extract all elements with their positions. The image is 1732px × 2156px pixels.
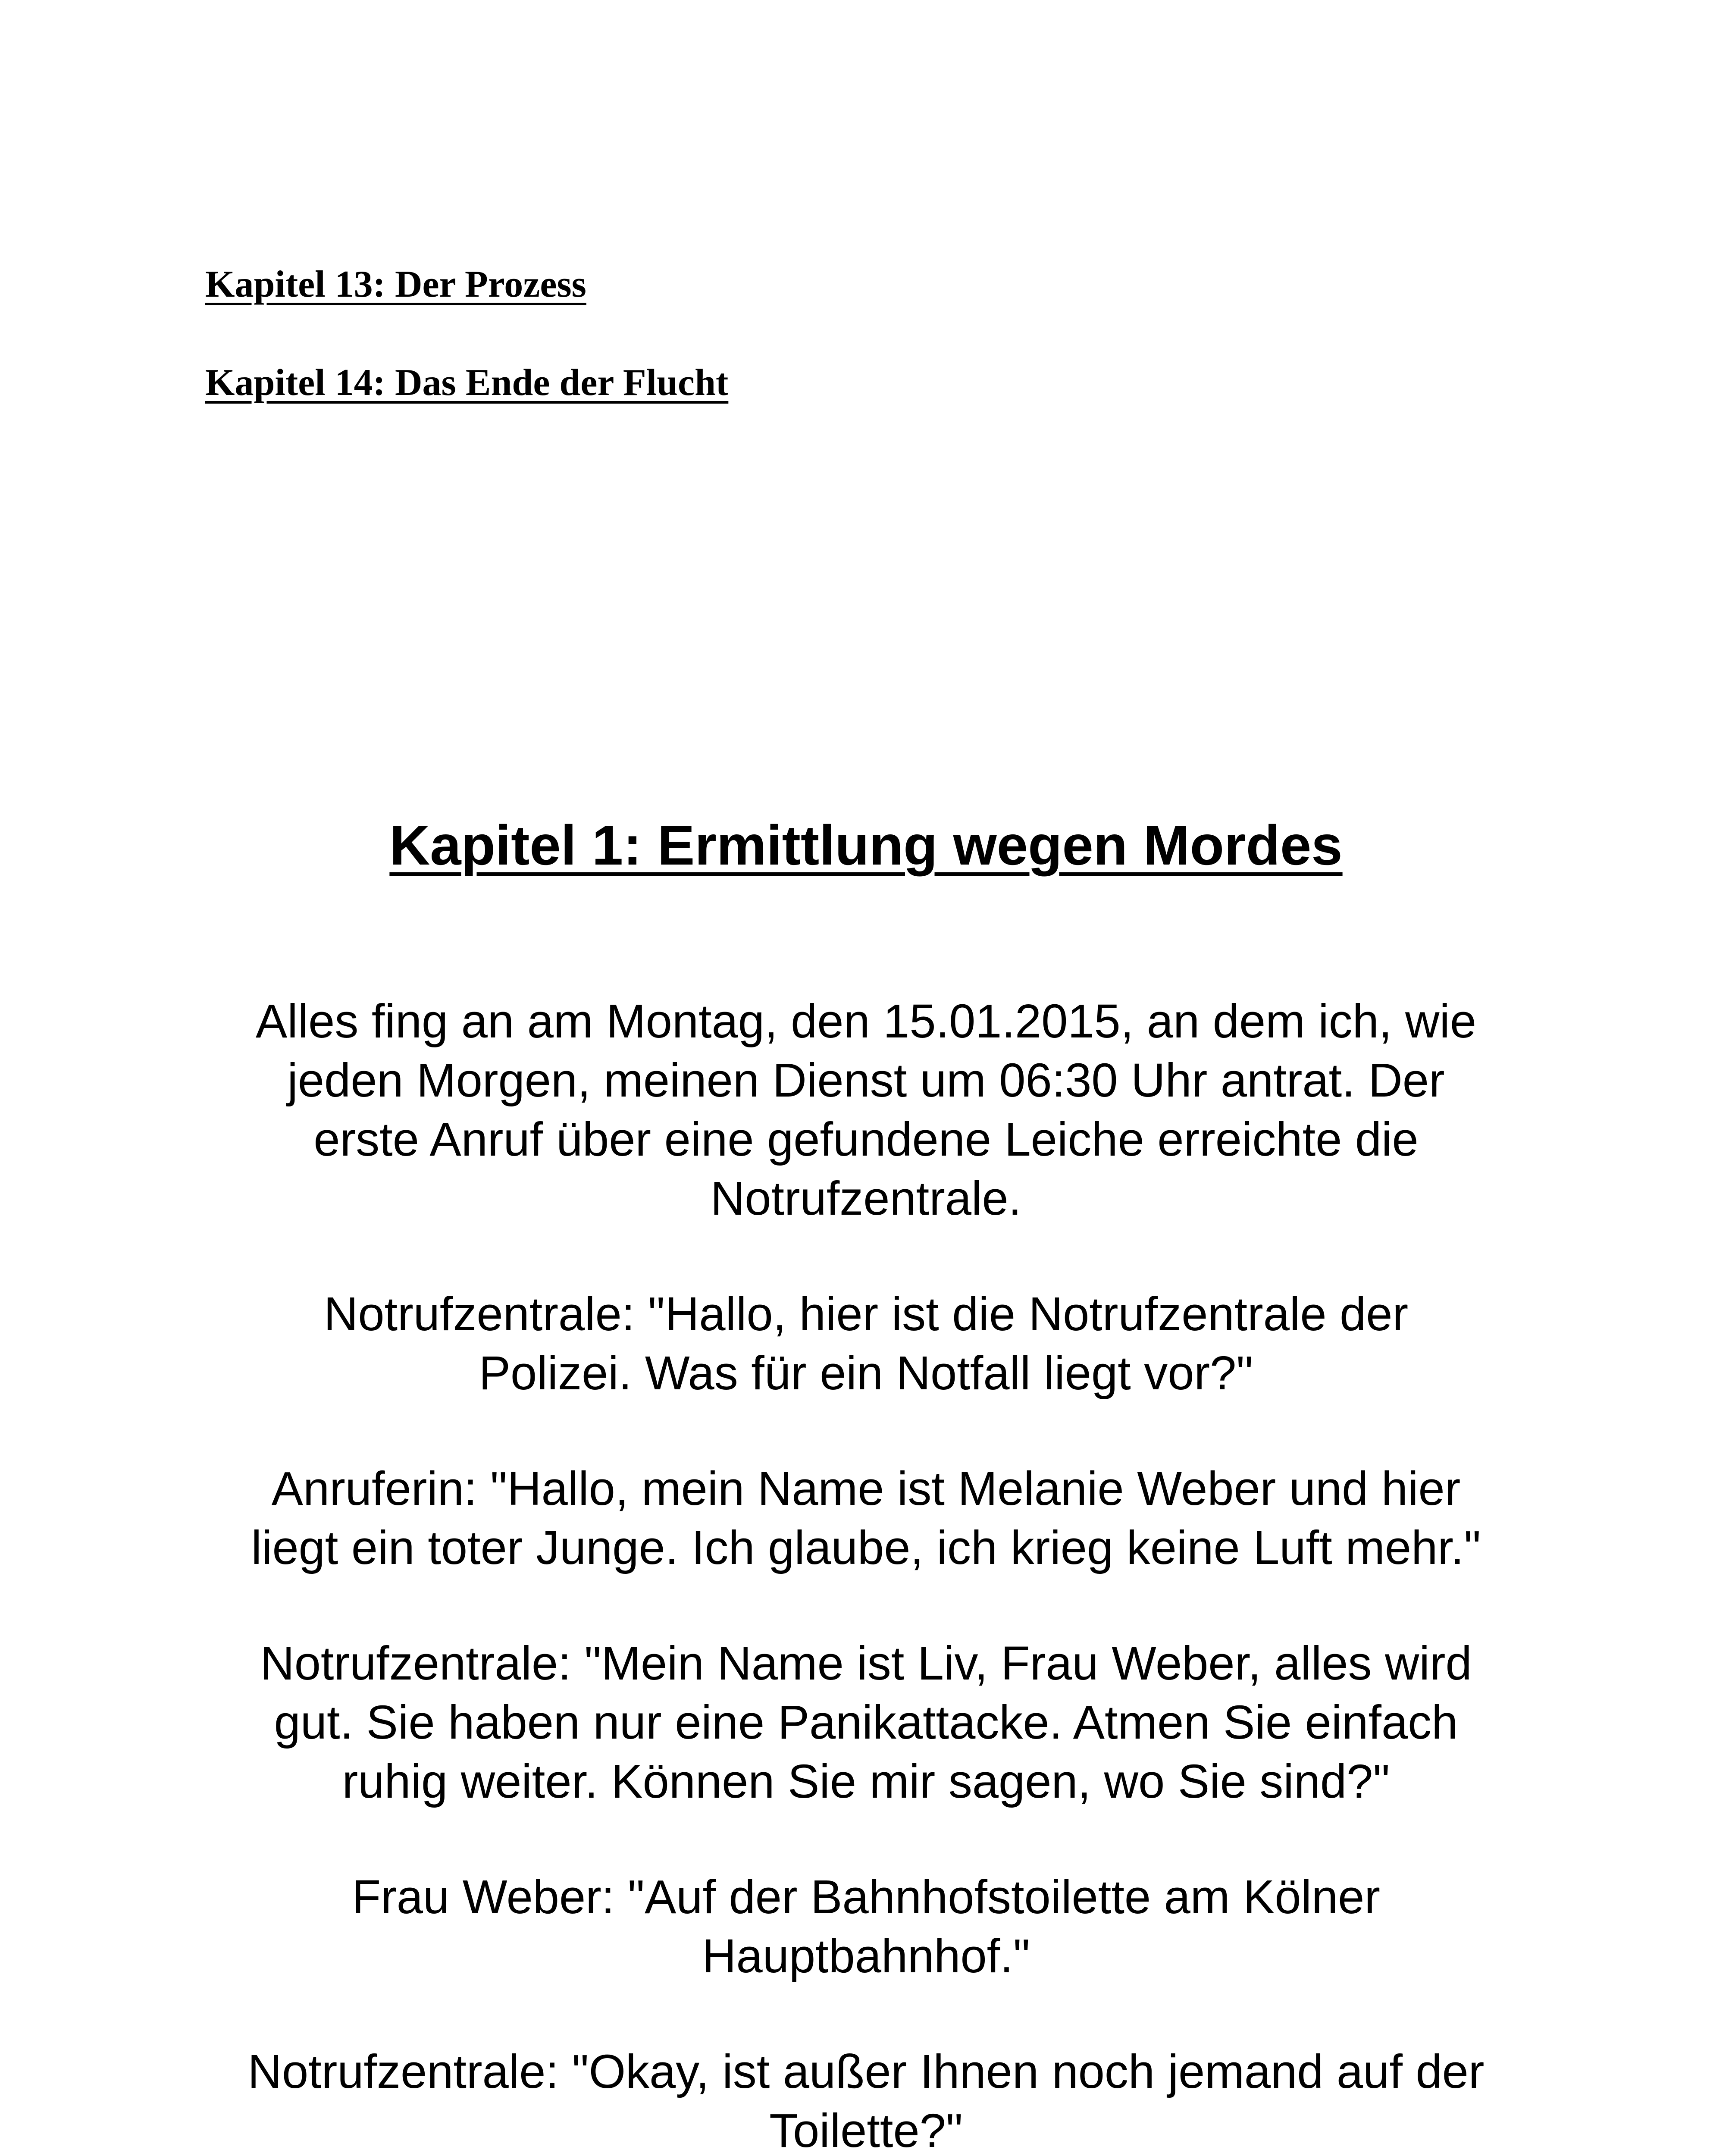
text-line: gut. Sie haben nur eine Panikattacke. Atmen Sie einfach	[274, 1696, 1458, 1749]
paragraph-dialogue-1	[0, 1285, 1732, 1403]
paragraph-dialogue-2	[0, 1459, 1732, 1577]
toc-entry-kapitel-14: Kapitel 14: Das Ende der Flucht	[205, 362, 729, 404]
text-line: liegt ein toter Junge. Ich glaube, ich krieg keine Luft mehr."	[251, 1521, 1481, 1574]
text-line: Frau Weber: "Auf der Bahnhofstoilette am Kölner	[352, 1871, 1380, 1924]
text-line: erste Anruf über eine gefundene Leiche erreichte die	[313, 1113, 1419, 1166]
chapter-body	[0, 992, 1732, 2156]
text-line: Alles fing an am Montag, den 15.01.2015, an dem ich, wie	[255, 995, 1477, 1048]
text-line: Hauptbahnhof."	[702, 1930, 1030, 1983]
text-line: Notrufzentrale: "Okay, ist außer Ihnen noch jemand auf der	[247, 2045, 1485, 2098]
text-line: Notrufzentrale.	[710, 1172, 1022, 1225]
table-of-contents	[205, 259, 1240, 455]
paragraph-dialogue-5	[0, 2042, 1732, 2156]
paragraph-dialogue-4	[0, 1868, 1732, 1986]
text-line: Notrufzentrale: "Mein Name ist Liv, Frau Weber, alles wird	[260, 1637, 1472, 1690]
chapter-title: Kapitel 1: Ermittlung wegen Mordes	[389, 814, 1343, 877]
paragraph-dialogue-3	[0, 1634, 1732, 1811]
text-line: Polizei. Was für ein Notfall liegt vor?"	[479, 1347, 1253, 1400]
text-line: Notrufzentrale: "Hallo, hier ist die Notrufzentrale der	[323, 1288, 1409, 1341]
text-line: Toilette?"	[769, 2104, 963, 2156]
paragraph-intro	[0, 992, 1732, 1228]
text-line: Anruferin: "Hallo, mein Name ist Melanie Weber und hier	[271, 1462, 1461, 1515]
text-line: jeden Morgen, meinen Dienst um 06:30 Uhr antrat. Der	[287, 1054, 1445, 1107]
toc-entry-kapitel-13: Kapitel 13: Der Prozess	[205, 263, 586, 305]
text-line: ruhig weiter. Können Sie mir sagen, wo Sie sind?"	[342, 1755, 1390, 1808]
